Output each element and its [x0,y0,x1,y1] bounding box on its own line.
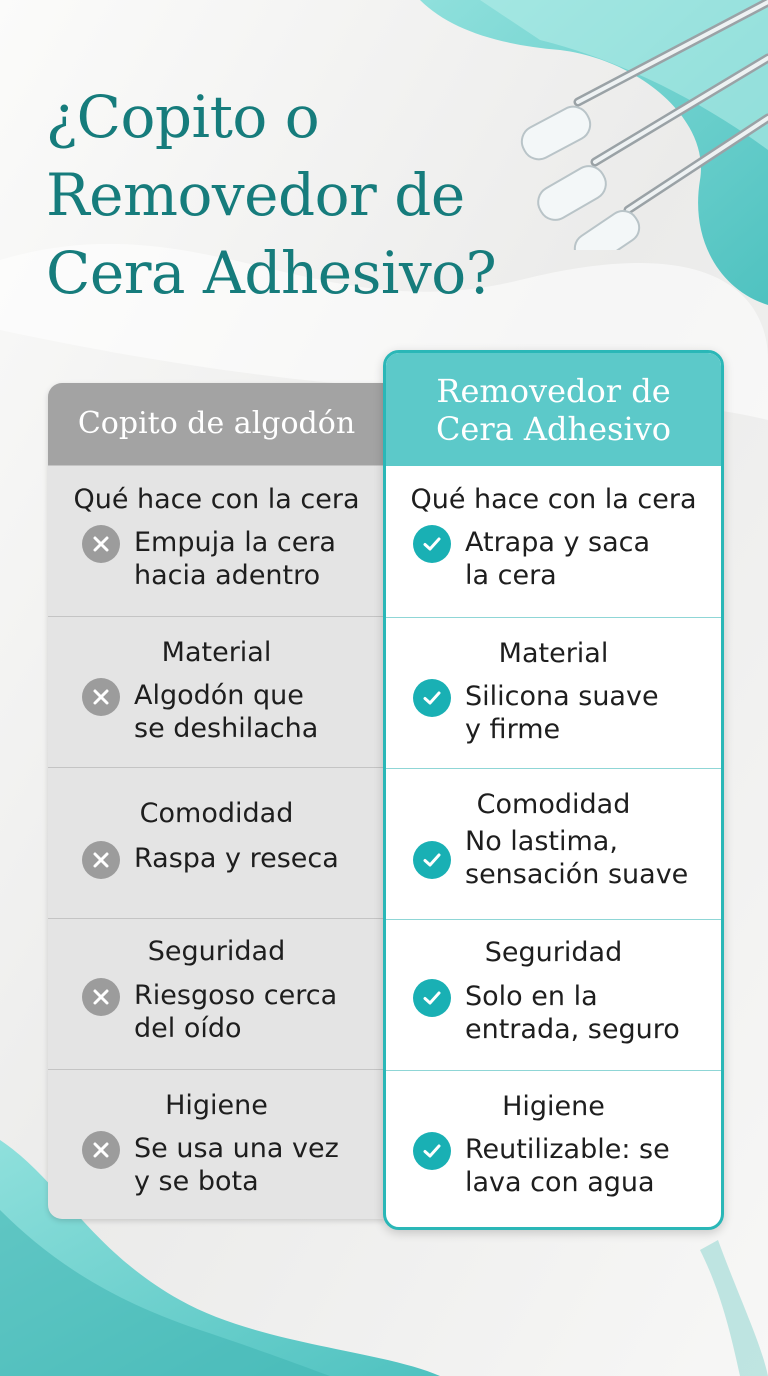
x-icon [82,1131,120,1169]
row-heading: Higiene [502,1091,605,1122]
row-body [413,526,650,592]
row-text: Empuja la cera hacia adentro [134,527,336,591]
row-body [413,680,659,746]
row-body [82,679,318,745]
left-row-safety [48,918,385,1069]
wax-remover-header-label: Removedor de Cera Adhesivo [435,371,672,448]
x-icon [82,678,120,716]
check-icon [413,1132,451,1170]
row-text: Se usa una vez y se bota [134,1133,339,1197]
row-text: Atrapa y saca la cera [465,527,651,591]
title-line-1: ¿Copito o [46,83,320,151]
wax-remover-column [383,350,724,1230]
wax-remover-tools-image [510,0,768,250]
row-heading: Material [498,638,609,669]
row-heading: Seguridad [147,936,286,967]
row-body [82,1132,339,1198]
row-text: Reutilizable: se lava con agua [465,1134,670,1198]
check-icon [413,525,451,563]
wax-remover-header [386,353,721,466]
row-text: Solo en la entrada, seguro [465,981,680,1045]
left-row-material [48,616,385,767]
row-text: Algodón que se deshilacha [134,680,319,744]
left-row-comfort [48,767,385,918]
cotton-swab-header-label: Copito de algodón [77,406,356,441]
row-text: Raspa y reseca [134,843,339,874]
row-text: No lastima, sensación suave [465,826,689,890]
row-heading: Comodidad [139,798,294,829]
check-icon [413,841,451,879]
x-icon [82,978,120,1016]
x-icon [82,841,120,879]
row-body [413,825,688,891]
row-text: Riesgoso cerca del oído [134,980,338,1044]
row-heading: Material [161,637,272,668]
x-icon [82,525,120,563]
row-body [413,1133,670,1199]
cotton-swab-column [48,383,385,1219]
row-body [82,979,337,1045]
right-row-comfort [386,768,721,919]
row-heading: Seguridad [484,937,623,968]
right-row-function [386,466,721,617]
row-body [82,526,336,592]
row-body [413,980,680,1046]
left-row-hygiene [48,1069,385,1219]
row-heading: Comodidad [476,789,631,820]
right-row-material [386,617,721,768]
cotton-swab-header [48,383,385,465]
right-row-hygiene [386,1070,721,1221]
title-line-3: Cera Adhesivo? [46,239,497,307]
row-heading: Higiene [165,1090,268,1121]
row-heading: Qué hace con la cera [73,484,360,515]
left-row-function [48,465,385,616]
right-row-safety [386,919,721,1070]
row-body [82,842,339,879]
title-line-2: Removedor de [46,161,465,229]
check-icon [413,979,451,1017]
check-icon [413,679,451,717]
row-text: Silicona suave y firme [465,681,659,745]
row-heading: Qué hace con la cera [410,484,697,515]
